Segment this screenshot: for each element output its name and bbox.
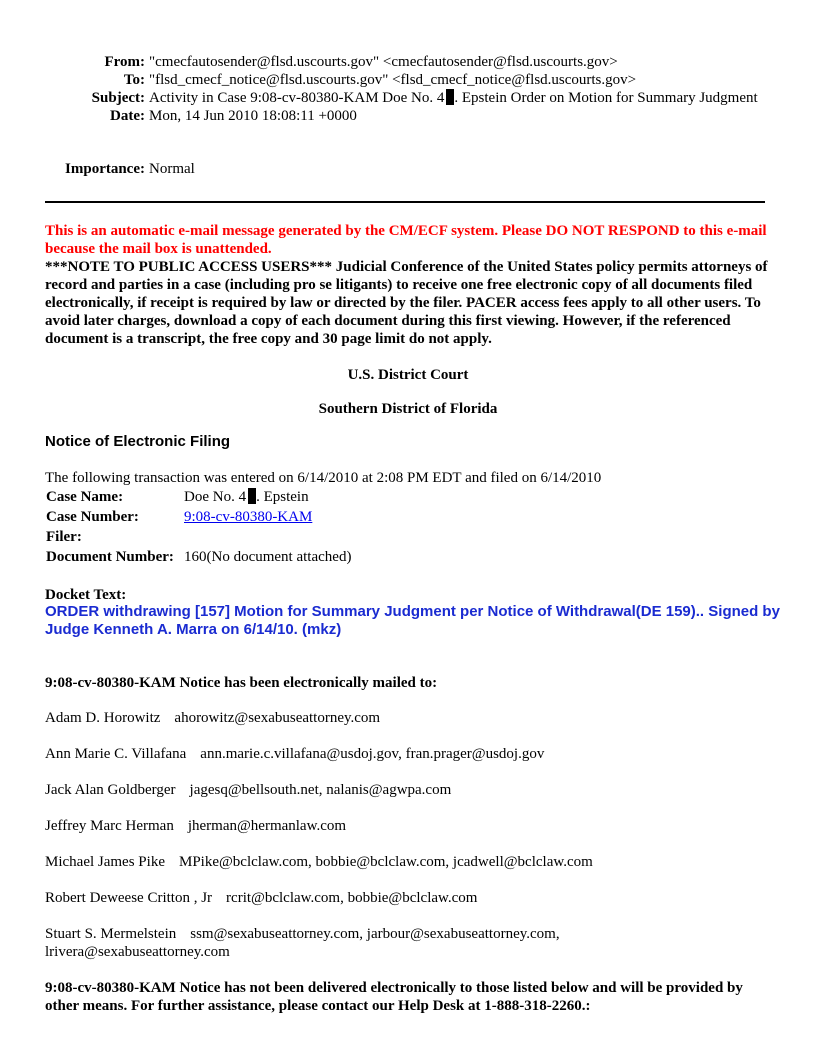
- court-district: Southern District of Florida: [318, 401, 498, 417]
- to-label: To:: [123, 72, 145, 88]
- to-row: [40, 71, 780, 89]
- transaction-text: The following transaction was entered on 6/14/2010 at 2:08 PM EDT and filed on 6/14/2010: [45, 470, 602, 486]
- document-number-label: Document Number:: [46, 549, 174, 565]
- recipient-name: Ann Marie C. Villafana: [45, 746, 187, 762]
- list-item: [45, 889, 785, 925]
- email-header: [40, 53, 780, 125]
- recipient-name: Jack Alan Goldberger: [45, 782, 176, 798]
- docket-text-label: Docket Text:: [45, 587, 127, 603]
- recipient-name: Stuart S. Mermelstein: [45, 926, 177, 942]
- recipient-emails: ahorowitz@sexabuseattorney.com: [174, 710, 381, 726]
- recipient-emails: ssm@sexabuseattorney.com, jarbour@sexabuseattorney.com, lrivera@sexabuseattorney.com: [45, 926, 560, 960]
- importance-value: Normal: [149, 161, 195, 177]
- case-number-row: [45, 507, 352, 527]
- subject-value: [145, 89, 780, 107]
- recipient-list: [45, 709, 785, 961]
- case-info-table: [45, 487, 352, 567]
- nef-title: Notice of Electronic Filing: [45, 433, 231, 450]
- not-delivered-notice: 9:08-cv-80380-KAM Notice has not been delivered electronically to those listed below and will be provided by other means. For further assistance, please contact our Help Desk at 1-888-318-2260.:: [45, 980, 743, 1014]
- from-value: "cmecfautosender@flsd.uscourts.gov" <cmecfautosender@flsd.uscourts.gov>: [149, 54, 618, 70]
- docket-text: ORDER withdrawing [157] Motion for Summary Judgment per Notice of Withdrawal(DE 159).. Signed by Judge Kenneth A. Marra on 6/14/10. (mkz): [45, 603, 780, 638]
- recipient-name: Michael James Pike: [45, 854, 165, 870]
- list-item: [45, 709, 785, 745]
- recipient-name: Adam D. Horowitz: [45, 710, 161, 726]
- court-name: U.S. District Court: [347, 367, 469, 383]
- auto-message-warning: This is an automatic e-mail message generated by the CM/ECF system. Please DO NOT RESPOND to this e-mail because the mail box is unattended.: [45, 223, 767, 257]
- subject-part1: Activity in Case 9:08-cv-80380-KAM Doe No. 4: [149, 90, 445, 106]
- recipient-emails: ann.marie.c.villafana@usdoj.gov, fran.prager@usdoj.gov: [200, 746, 545, 762]
- subject-part2: . Epstein Order on Motion for Summary Judgment: [454, 90, 758, 106]
- case-name-label: Case Name:: [46, 489, 124, 505]
- date-value: Mon, 14 Jun 2010 18:08:11 +0000: [149, 108, 357, 124]
- recipient-name: Robert Deweese Critton , Jr: [45, 890, 213, 906]
- from-label: From:: [104, 54, 145, 70]
- recipient-name: Jeffrey Marc Herman: [45, 818, 174, 834]
- filer-value: [183, 527, 352, 547]
- list-item: [45, 925, 645, 961]
- document-number-value: 160(No document attached): [184, 549, 352, 565]
- importance-label: Importance:: [65, 161, 145, 177]
- importance-row-wrap: [2, 160, 742, 178]
- redaction-box: [248, 488, 256, 504]
- document-number-row: [45, 547, 352, 567]
- date-label: Date:: [110, 108, 145, 124]
- importance-row: [2, 160, 742, 178]
- header-divider: [45, 201, 765, 203]
- mailed-heading: 9:08-cv-80380-KAM Notice has been electronically mailed to:: [45, 675, 438, 691]
- subject-label: Subject:: [91, 90, 145, 106]
- list-item: [45, 745, 785, 781]
- case-number-cell: [183, 507, 352, 527]
- recipient-emails: rcrit@bclclaw.com, bobbie@bclclaw.com: [226, 890, 478, 906]
- date-row: [40, 107, 780, 125]
- recipient-emails: jherman@hermanlaw.com: [187, 818, 347, 834]
- case-name-part2: . Epstein: [256, 489, 309, 505]
- filer-row: [45, 527, 352, 547]
- public-access-note: ***NOTE TO PUBLIC ACCESS USERS*** Judicial Conference of the United States policy permits attorneys of record and parties in a case (including pro se litigants) to receive one free electronic copy of all documents filed electronically, if receipt is required by law or directed by the filer. PACER access fees apply to all other users. To avoid later charges, download a copy of each document during this first viewing. However, if the referenced document is a transcript, the free copy and 30 page limit do not apply.: [45, 259, 768, 347]
- list-item: [45, 781, 785, 817]
- from-row: [40, 53, 780, 71]
- case-number-link[interactable]: 9:08-cv-80380-KAM: [184, 509, 313, 525]
- list-item: [45, 817, 785, 853]
- case-number-label: Case Number:: [46, 509, 139, 525]
- case-name-part1: Doe No. 4: [184, 489, 247, 505]
- recipient-emails: jagesq@bellsouth.net, nalanis@agwpa.com: [189, 782, 452, 798]
- recipient-emails: MPike@bclclaw.com, bobbie@bclclaw.com, jcadwell@bclclaw.com: [178, 854, 593, 870]
- case-name-value: [183, 487, 352, 507]
- case-name-row: [45, 487, 352, 507]
- subject-row: [40, 89, 780, 107]
- to-value: "flsd_cmecf_notice@flsd.uscourts.gov" <flsd_cmecf_notice@flsd.uscourts.gov>: [149, 72, 637, 88]
- filer-label: Filer:: [46, 529, 82, 545]
- list-item: [45, 853, 785, 889]
